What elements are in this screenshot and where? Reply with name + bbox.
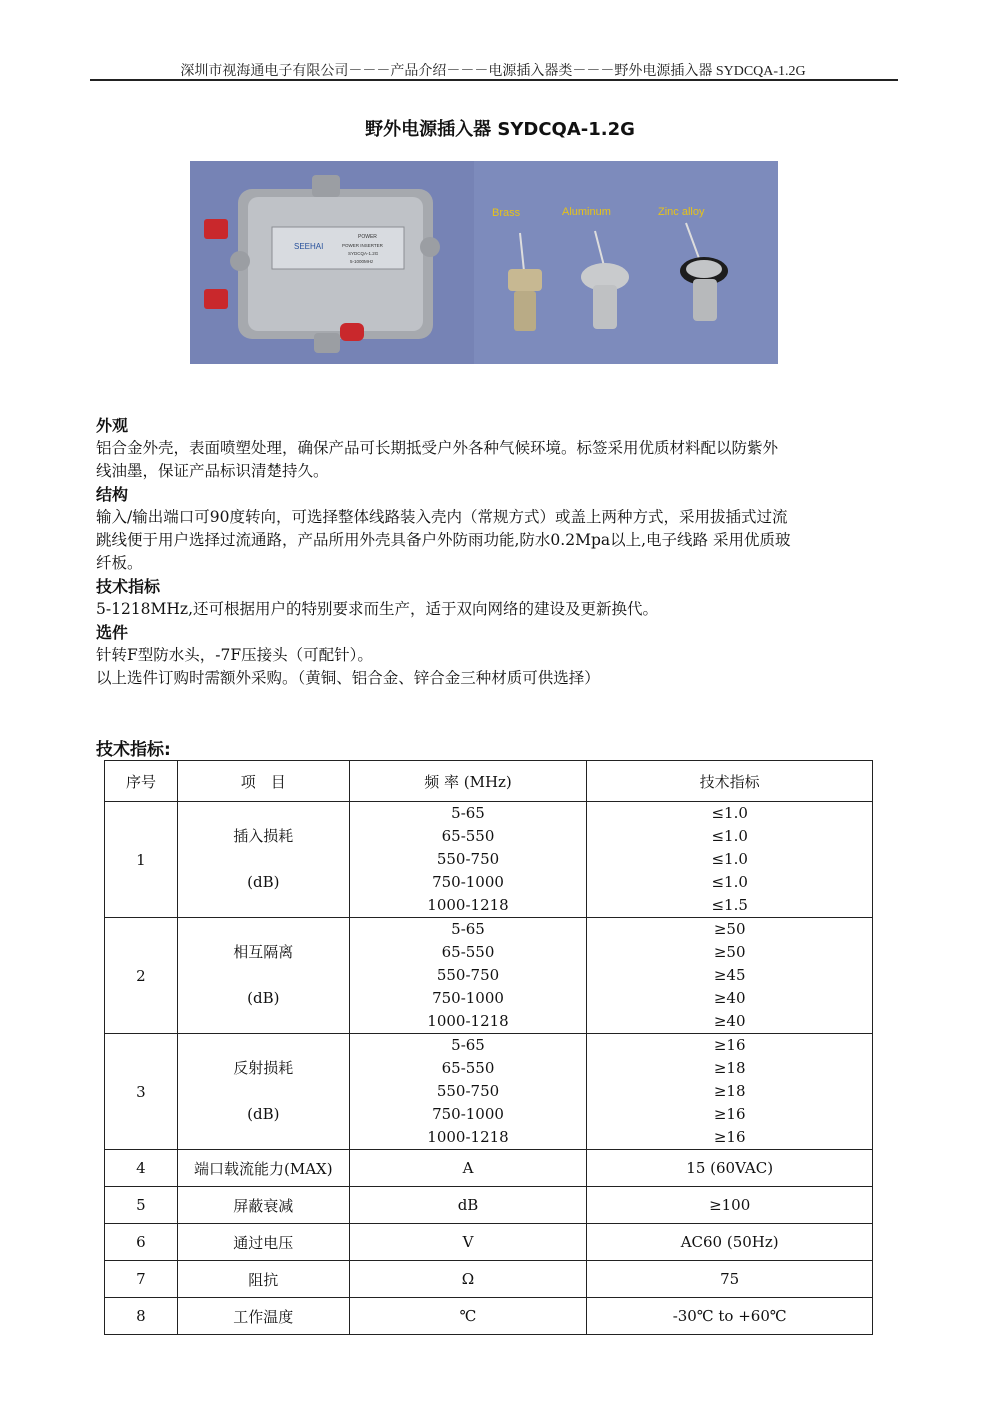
item-name: 反射损耗 — [233, 1059, 294, 1077]
table-row — [105, 1187, 873, 1224]
freq-value: 550-750 — [436, 850, 500, 868]
row-value: ≥100 — [587, 1187, 873, 1224]
item-unit: (dB) — [247, 989, 280, 1007]
table-row — [105, 802, 873, 918]
item-name: 相互隔离 — [233, 943, 294, 961]
header-frequency: 频 率 (MHz) — [349, 761, 587, 802]
row-item: 屏蔽衰减 — [177, 1187, 349, 1224]
spec-value: ≥45 — [713, 966, 746, 984]
device-label-model: SYDCQA-1.2G — [348, 251, 379, 256]
header-no: 序号 — [105, 761, 178, 802]
row-no: 6 — [105, 1224, 178, 1261]
spec-value: ≤1.0 — [711, 804, 748, 822]
header-spec: 技术指标 — [587, 761, 873, 802]
row-frequency: Ω — [349, 1261, 587, 1298]
spec-table — [104, 760, 873, 1335]
section-line: 针转F型防水头，-7F压接头（可配针）。 — [96, 646, 373, 664]
row-item: 阻抗 — [177, 1261, 349, 1298]
freq-value: 1000-1218 — [427, 1128, 509, 1146]
spec-title: 技术指标: — [96, 740, 171, 760]
row-value: 15 (60VAC) — [587, 1150, 873, 1187]
row-frequency: ℃ — [349, 1298, 587, 1335]
freq-value: 5-65 — [451, 920, 485, 938]
row-no: 3 — [105, 1034, 178, 1150]
page-header: 深圳市视海通电子有限公司－－－产品介绍－－－电源插入器类－－－野外电源插入器 SYDCQA-1.2G — [180, 64, 806, 79]
item-unit: (dB) — [247, 1105, 280, 1123]
row-no: 8 — [105, 1298, 178, 1335]
row-value: AC60 (50Hz) — [587, 1224, 873, 1261]
section-line: 输入/输出端口可90度转向，可选择整体线路装入壳内（常规方式）或盖上两种方式，采用拔插式过流 — [96, 508, 788, 526]
freq-value: 750-1000 — [432, 989, 504, 1007]
section-heading: 选件 — [96, 623, 129, 642]
description — [96, 414, 896, 690]
freq-value: 5-65 — [451, 1036, 485, 1054]
freq-value: 750-1000 — [432, 1105, 504, 1123]
table-row — [105, 1034, 873, 1150]
row-item: 通过电压 — [177, 1224, 349, 1261]
device-label-type: POWER INSERTER — [342, 243, 383, 248]
freq-value: 5-65 — [451, 804, 485, 822]
spec-value: ≥40 — [713, 1012, 746, 1030]
row-value: -30℃ to +60℃ — [587, 1298, 873, 1335]
section-line: 5-1218MHz,还可根据用户的特别要求而生产，适于双向网络的建设及更新换代。 — [96, 600, 659, 618]
row-no: 5 — [105, 1187, 178, 1224]
row-item: 工作温度 — [177, 1298, 349, 1335]
spec-value: ≥40 — [713, 989, 746, 1007]
row-values — [587, 918, 873, 1034]
spec-value: ≥16 — [713, 1128, 746, 1146]
spec-value: ≤1.0 — [711, 873, 748, 891]
section-line: 以上选件订购时需额外采购。（黄铜、铝合金、锌合金三种材质可供选择） — [96, 669, 600, 687]
device-label-range: 5-1000MHz — [350, 259, 374, 264]
table-row — [105, 1298, 873, 1335]
spec-value: ≥16 — [713, 1036, 746, 1054]
section-heading: 外观 — [96, 416, 129, 435]
spec-value: ≥50 — [713, 943, 746, 961]
spec-value: ≤1.5 — [711, 896, 748, 914]
zinc-alloy-label: Zinc alloy — [658, 206, 705, 218]
freq-value: 65-550 — [441, 943, 495, 961]
table-row — [105, 1224, 873, 1261]
row-no: 2 — [105, 918, 178, 1034]
row-value: 75 — [587, 1261, 873, 1298]
table-row — [105, 1261, 873, 1298]
section-line: 线油墨，保证产品标识清楚持久。 — [96, 462, 329, 480]
row-item: 端口载流能力(MAX) — [177, 1150, 349, 1187]
row-frequencies — [349, 1034, 587, 1150]
freq-value: 1000-1218 — [427, 1012, 509, 1030]
product-photo — [190, 161, 778, 364]
row-no: 4 — [105, 1150, 178, 1187]
device-label-brand: SEEHAI — [294, 242, 324, 251]
freq-value: 1000-1218 — [427, 896, 509, 914]
row-frequencies — [349, 918, 587, 1034]
row-frequencies — [349, 802, 587, 918]
row-frequency: A — [349, 1150, 587, 1187]
section-heading: 结构 — [96, 485, 129, 504]
table-row — [105, 918, 873, 1034]
row-item — [177, 802, 349, 918]
spec-value: ≤1.0 — [711, 827, 748, 845]
section-line: 纤板。 — [96, 554, 143, 572]
document-title: 野外电源插入器 SYDCQA-1.2G — [365, 119, 635, 140]
row-values — [587, 802, 873, 918]
row-no: 1 — [105, 802, 178, 918]
row-no: 7 — [105, 1261, 178, 1298]
row-values — [587, 1034, 873, 1150]
header-item: 项 目 — [177, 761, 349, 802]
device-label-power: POWER — [358, 234, 377, 240]
table-row — [105, 1150, 873, 1187]
spec-value: ≥18 — [713, 1059, 746, 1077]
spec-value: ≥16 — [713, 1105, 746, 1123]
header-rule — [90, 79, 898, 81]
section-heading: 技术指标 — [96, 577, 161, 596]
freq-value: 65-550 — [441, 827, 495, 845]
item-name: 插入损耗 — [233, 827, 294, 845]
section-line: 跳线便于用户选择过流通路，产品所用外壳具备户外防雨功能,防水0.2Mpa以上,电子线路 采用优质玻 — [96, 531, 791, 549]
freq-value: 550-750 — [436, 1082, 500, 1100]
section-line: 铝合金外壳，表面喷塑处理，确保产品可长期抵受户外各种气候环境。标签采用优质材料配以防紫外 — [96, 439, 779, 457]
freq-value: 750-1000 — [432, 873, 504, 891]
freq-value: 550-750 — [436, 966, 500, 984]
row-item — [177, 1034, 349, 1150]
aluminum-label: Aluminum — [562, 206, 611, 218]
brass-label: Brass — [492, 207, 521, 219]
row-frequency: dB — [349, 1187, 587, 1224]
spec-value: ≥50 — [713, 920, 746, 938]
spec-value: ≥18 — [713, 1082, 746, 1100]
row-item — [177, 918, 349, 1034]
spec-value: ≤1.0 — [711, 850, 748, 868]
freq-value: 65-550 — [441, 1059, 495, 1077]
table-header-row — [105, 761, 873, 802]
item-unit: (dB) — [247, 873, 280, 891]
row-frequency: V — [349, 1224, 587, 1261]
